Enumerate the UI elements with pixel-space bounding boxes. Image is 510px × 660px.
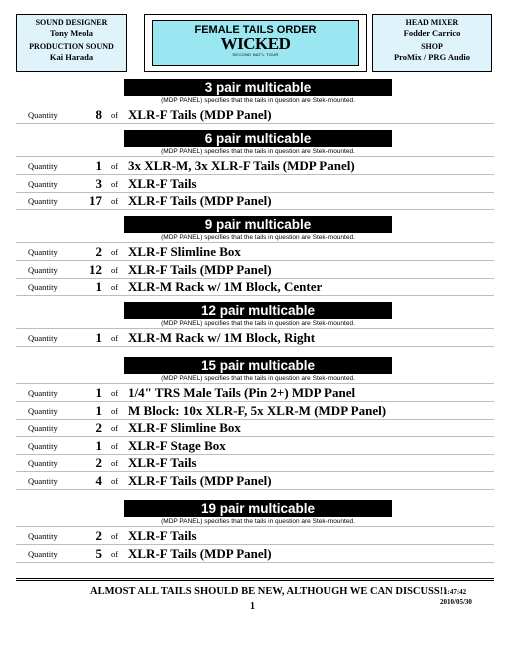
production-sound-name: Kai Harada bbox=[49, 52, 94, 62]
head-mixer-name: Fodder Carrico bbox=[403, 28, 461, 38]
order-row bbox=[16, 106, 494, 124]
item-description: XLR-F Slimline Box bbox=[128, 244, 241, 259]
quantity-label: Quantity bbox=[28, 264, 58, 275]
quantity-value: 1 bbox=[95, 385, 102, 400]
of-label: of bbox=[111, 458, 119, 469]
footer-rule-inner bbox=[16, 580, 494, 581]
quantity-value: 1 bbox=[95, 330, 102, 345]
quantity-value: 1 bbox=[95, 402, 102, 418]
footer-message: ALMOST ALL TAILS SHOULD BE NEW, ALTHOUGH WE CAN DISCUSS!! bbox=[90, 586, 447, 597]
order-row bbox=[16, 419, 494, 437]
quantity-label: Quantity bbox=[28, 333, 58, 343]
order-row bbox=[16, 278, 494, 296]
quantity-value: 17 bbox=[89, 193, 102, 209]
head-mixer-label: HEAD MIXER bbox=[405, 18, 459, 27]
quantity-value: 2 bbox=[95, 528, 102, 543]
order-row bbox=[16, 384, 494, 402]
quantity-value: 2 bbox=[95, 455, 102, 471]
item-description: XLR-F Stage Box bbox=[128, 437, 226, 453]
of-label: of bbox=[111, 423, 119, 434]
quantity-label: Quantity bbox=[28, 388, 58, 398]
order-row bbox=[16, 243, 494, 261]
order-row bbox=[16, 545, 494, 563]
quantity-label: Quantity bbox=[28, 282, 58, 293]
page-number: 1 bbox=[250, 601, 255, 612]
section-title: 15 pair multicable bbox=[124, 357, 392, 374]
section-note: (MDP PANEL) specifies that the tails in question are Stek-mounted. bbox=[161, 518, 355, 525]
section-note: (MDP PANEL) specifies that the tails in question are Stek-mounted. bbox=[161, 375, 355, 382]
of-label: of bbox=[111, 440, 119, 451]
quantity-label: Quantity bbox=[28, 110, 58, 120]
item-description: XLR-F Tails bbox=[128, 175, 197, 191]
of-label: of bbox=[111, 531, 119, 541]
order-row bbox=[16, 527, 494, 545]
section-title: 9 pair multicable bbox=[124, 216, 392, 233]
of-label: of bbox=[111, 247, 119, 257]
quantity-label: Quantity bbox=[28, 247, 58, 257]
quantity-value: 1 bbox=[95, 279, 102, 295]
of-label: of bbox=[111, 282, 119, 293]
quantity-value: 2 bbox=[95, 244, 102, 259]
item-description: M Block: 10x XLR-F, 5x XLR-M (MDP Panel) bbox=[128, 402, 387, 418]
footer-date: 2010/05/30 bbox=[440, 598, 472, 606]
of-label: of bbox=[111, 110, 119, 120]
item-description: XLR-F Tails (MDP Panel) bbox=[128, 473, 272, 488]
section-title: 6 pair multicable bbox=[124, 130, 392, 147]
sound-designer-name: Tony Meola bbox=[50, 28, 93, 38]
footer-rule bbox=[16, 578, 494, 579]
order-row bbox=[16, 157, 494, 175]
production-sound-label: PRODUCTION SOUND bbox=[29, 42, 114, 51]
of-label: of bbox=[111, 264, 119, 275]
shop-name: ProMix / PRG Audio bbox=[393, 52, 471, 62]
quantity-label: Quantity bbox=[28, 458, 58, 469]
item-description: XLR-F Tails (MDP Panel) bbox=[128, 545, 272, 561]
section-title: 3 pair multicable bbox=[124, 79, 392, 96]
quantity-label: Quantity bbox=[28, 440, 58, 451]
order-row bbox=[16, 437, 494, 455]
section-note: (MDP PANEL) specifies that the tails in question are Stek-mounted. bbox=[161, 234, 355, 241]
order-row bbox=[16, 175, 494, 193]
section-note: (MDP PANEL) specifies that the tails in question are Stek-mounted. bbox=[161, 97, 355, 104]
shop-label: SHOP bbox=[421, 42, 443, 51]
wicked-logo: WICKED bbox=[220, 34, 291, 53]
quantity-value: 1 bbox=[95, 158, 102, 173]
quantity-value: 3 bbox=[95, 175, 102, 191]
section-title: 12 pair multicable bbox=[124, 302, 392, 319]
mixer-shop-box bbox=[372, 14, 492, 72]
item-description: XLR-F Tails (MDP Panel) bbox=[128, 107, 272, 122]
of-label: of bbox=[111, 178, 119, 189]
title-panel bbox=[152, 20, 359, 66]
footer-time: 1:47:42 bbox=[444, 588, 467, 596]
quantity-value: 4 bbox=[95, 473, 102, 488]
order-row bbox=[16, 261, 494, 279]
page-title: FEMALE TAILS ORDER bbox=[194, 24, 317, 36]
section-title: 19 pair multicable bbox=[124, 500, 392, 517]
order-row bbox=[16, 454, 494, 472]
of-label: of bbox=[111, 196, 119, 207]
item-description: XLR-M Rack w/ 1M Block, Right bbox=[128, 330, 316, 345]
of-label: of bbox=[111, 476, 119, 486]
quantity-label: Quantity bbox=[28, 405, 58, 416]
wicked-logo-subtitle: SECOND NAT'L TOUR bbox=[232, 52, 279, 57]
quantity-label: Quantity bbox=[28, 548, 58, 559]
sound-designer-label: SOUND DESIGNER bbox=[35, 18, 108, 27]
order-row bbox=[16, 472, 494, 490]
item-description: XLR-M Rack w/ 1M Block, Center bbox=[128, 279, 323, 295]
sound-credits-box bbox=[16, 14, 127, 72]
of-label: of bbox=[111, 333, 119, 343]
of-label: of bbox=[111, 161, 119, 171]
item-description: XLR-F Tails bbox=[128, 455, 197, 471]
of-label: of bbox=[111, 548, 119, 559]
item-description: 3x XLR-M, 3x XLR-F Tails (MDP Panel) bbox=[128, 158, 355, 173]
quantity-value: 12 bbox=[89, 261, 102, 277]
item-description: XLR-F Slimline Box bbox=[128, 420, 241, 436]
item-description: XLR-F Tails (MDP Panel) bbox=[128, 193, 272, 209]
quantity-value: 2 bbox=[95, 420, 102, 436]
order-row bbox=[16, 329, 494, 347]
title-box bbox=[144, 14, 367, 72]
section-note: (MDP PANEL) specifies that the tails in question are Stek-mounted. bbox=[161, 148, 355, 155]
section-note: (MDP PANEL) specifies that the tails in question are Stek-mounted. bbox=[161, 320, 355, 327]
quantity-label: Quantity bbox=[28, 531, 58, 541]
quantity-label: Quantity bbox=[28, 161, 58, 171]
of-label: of bbox=[111, 388, 119, 398]
item-description: XLR-F Tails bbox=[128, 528, 197, 543]
quantity-value: 8 bbox=[95, 107, 102, 122]
quantity-label: Quantity bbox=[28, 196, 58, 207]
of-label: of bbox=[111, 405, 119, 416]
item-description: 1/4" TRS Male Tails (Pin 2+) MDP Panel bbox=[128, 385, 356, 400]
order-row bbox=[16, 402, 494, 420]
order-row bbox=[16, 192, 494, 210]
quantity-label: Quantity bbox=[28, 423, 58, 434]
quantity-label: Quantity bbox=[28, 178, 58, 189]
quantity-value: 5 bbox=[95, 545, 102, 561]
quantity-label: Quantity bbox=[28, 476, 58, 486]
quantity-value: 1 bbox=[95, 437, 102, 453]
item-description: XLR-F Tails (MDP Panel) bbox=[128, 261, 272, 277]
